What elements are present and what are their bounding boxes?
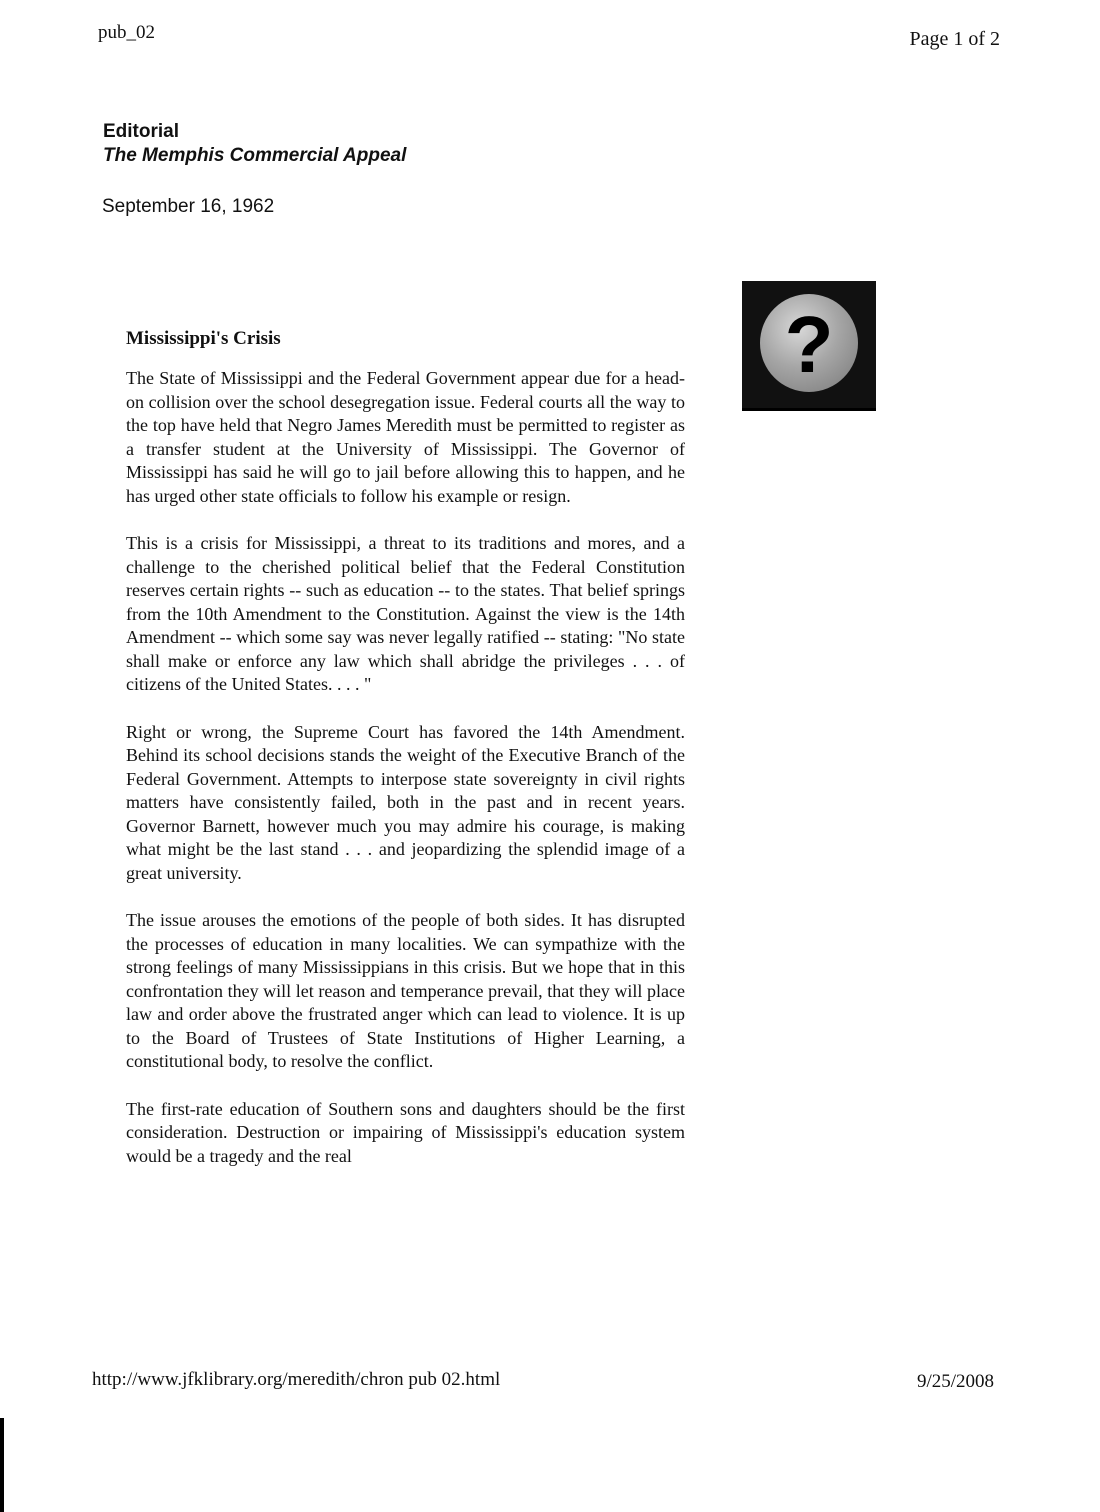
article-title: Mississippi's Crisis [126,328,281,349]
article-paragraph: The issue arouses the emotions of the people of both sides. It has disrupted the processes of education in many localities. We can sympathize with the strong feelings of many Mississippians in this crisis. But we hope that in this confrontation they will let reason and temperance prevail, that they will place law and order above the frustrated anger which can lead to violence. It is up to the Board of Trustees of State Institutions of Higher Learning, a constitutional body, to resolve the conflict. [126,910,685,1071]
question-mark-icon [760,294,858,392]
section-kind: Editorial [103,121,180,142]
footer-url: http://www.jfklibrary.org/meredith/chron pub 02.html [92,1369,501,1390]
article-paragraph: The first-rate education of Southern sons and daughters should be the first consideration. Destruction or impairing of Mississippi's education system would be a tragedy and the real [126,1098,685,1166]
question-mark-glyph: ? [784,300,834,389]
page-indicator: Page 1 of 2 [909,28,1000,50]
article-paragraph: This is a crisis for Mississippi, a threat to its traditions and mores, and a challenge to the cherished political belief that the Federal Constitution reserves certain rights -- such as education -- to the states. That belief springs from the 10th Amendment to the Constitution. Against the view is the 14th Amendment -- which some say was never legally ratified -- stating: "No state shall make or enforce any law which shall abridge the privileges . . . of citizens of the United States. . . . " [126,533,685,694]
question-mark-image [742,281,876,411]
article [126,327,685,1192]
publication-date: September 16, 1962 [102,196,275,217]
scan-edge-mark [0,1418,4,1512]
article-paragraph: Right or wrong, the Supreme Court has favored the 14th Amendment. Behind its school decisions stands the weight of the Executive Branch of the Federal Government. Attempts to interpose state sovereignty in civil rights matters have consistently failed, both in the past and in recent years. Governor Barnett, however much you may admire his courage, is making what might be the last stand . . . and jeopardizing the splendid image of a great university. [126,721,685,883]
newspaper-name: The Memphis Commercial Appeal [103,145,407,166]
masthead [103,120,406,168]
footer-print-date: 9/25/2008 [916,1371,994,1392]
article-paragraph: The State of Mississippi and the Federal Government appear due for a head-on collision over the school desegregation issue. Federal courts all the way to the top have held that Negro James Meredith must be permitted to register as a transfer student at the University of Mississippi. The Governor of Mississippi has said he will go to jail before allowing this to happen, and he has urged other state officials to follow his example or resign. [126,368,685,506]
document-id: pub_02 [98,22,155,43]
